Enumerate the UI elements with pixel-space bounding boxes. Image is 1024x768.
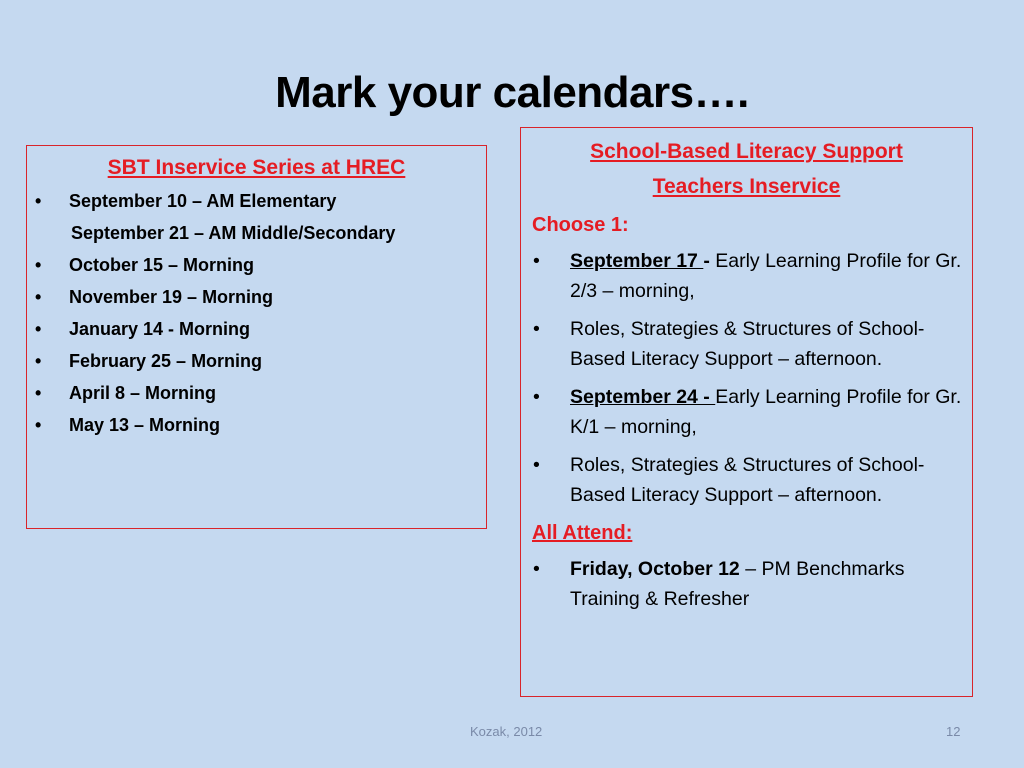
session-description: – PM Benchmarks Training & Refresher [570, 558, 905, 610]
heading-line-1: School-Based Literacy Support [590, 140, 903, 163]
list-item [27, 281, 486, 313]
footer-author: Kozak, 2012 [470, 724, 543, 739]
list-item [27, 313, 486, 345]
bullet-icon: • [35, 255, 42, 275]
date-bold: September 24 - [570, 386, 716, 408]
slide-title: Mark your calendars…. [275, 68, 749, 117]
list-item [521, 246, 972, 306]
list-item [27, 377, 486, 409]
list-item [27, 217, 486, 249]
bullet-icon: • [533, 318, 540, 340]
list-item-text: October 15 – Morning [69, 255, 255, 275]
list-item-text: November 19 – Morning [69, 287, 274, 307]
attend-list [521, 554, 972, 614]
bullet-icon: • [35, 351, 42, 371]
list-item-text: May 13 – Morning [69, 415, 221, 435]
list-item [521, 450, 972, 510]
bullet-icon: • [35, 191, 42, 211]
bullet-icon: • [533, 250, 540, 272]
all-attend-label: All Attend: [532, 522, 633, 544]
sbt-inservice-heading: SBT Inservice Series at HREC [107, 156, 406, 179]
list-item [521, 554, 972, 614]
slide-number: 12 [946, 724, 961, 739]
list-item [27, 185, 486, 217]
literacy-support-heading [521, 134, 972, 204]
session-description: Roles, Strategies & Structures of School-Based Literacy Support – afternoon. [570, 454, 925, 506]
literacy-support-box [520, 127, 973, 697]
bullet-icon: • [35, 287, 42, 307]
date-bold: Friday, October 12 [570, 558, 740, 580]
list-item [521, 314, 972, 374]
choose-label: Choose 1: [532, 214, 629, 236]
date-separator: - [703, 250, 716, 272]
bullet-icon: • [533, 454, 540, 476]
bullet-icon: • [533, 386, 540, 408]
sbt-dates-list [27, 185, 486, 441]
date-bold: September 17 [570, 250, 704, 272]
list-item [27, 409, 486, 441]
bullet-icon: • [533, 558, 540, 580]
list-item-text: April 8 – Morning [69, 383, 217, 403]
list-item-text: February 25 – Morning [69, 351, 263, 371]
list-item [521, 382, 972, 442]
bullet-icon: • [35, 319, 42, 339]
list-item-text: January 14 - Morning [69, 319, 251, 339]
choose-list [521, 246, 972, 510]
list-item [27, 345, 486, 377]
session-description: Early Learning Profile for Gr. 2/3 – morning, [570, 250, 962, 302]
bullet-icon: • [35, 415, 42, 435]
sbt-inservice-box [26, 145, 487, 529]
list-item [27, 249, 486, 281]
heading-line-2: Teachers Inservice [652, 175, 841, 198]
session-description: Roles, Strategies & Structures of School-Based Literacy Support – afternoon. [570, 318, 925, 370]
list-item-text: September 21 – AM Middle/Secondary [71, 223, 396, 243]
list-item-text: September 10 – AM Elementary [69, 191, 337, 211]
bullet-icon: • [35, 383, 42, 403]
session-description: Early Learning Profile for Gr. K/1 – morning, [570, 386, 962, 438]
